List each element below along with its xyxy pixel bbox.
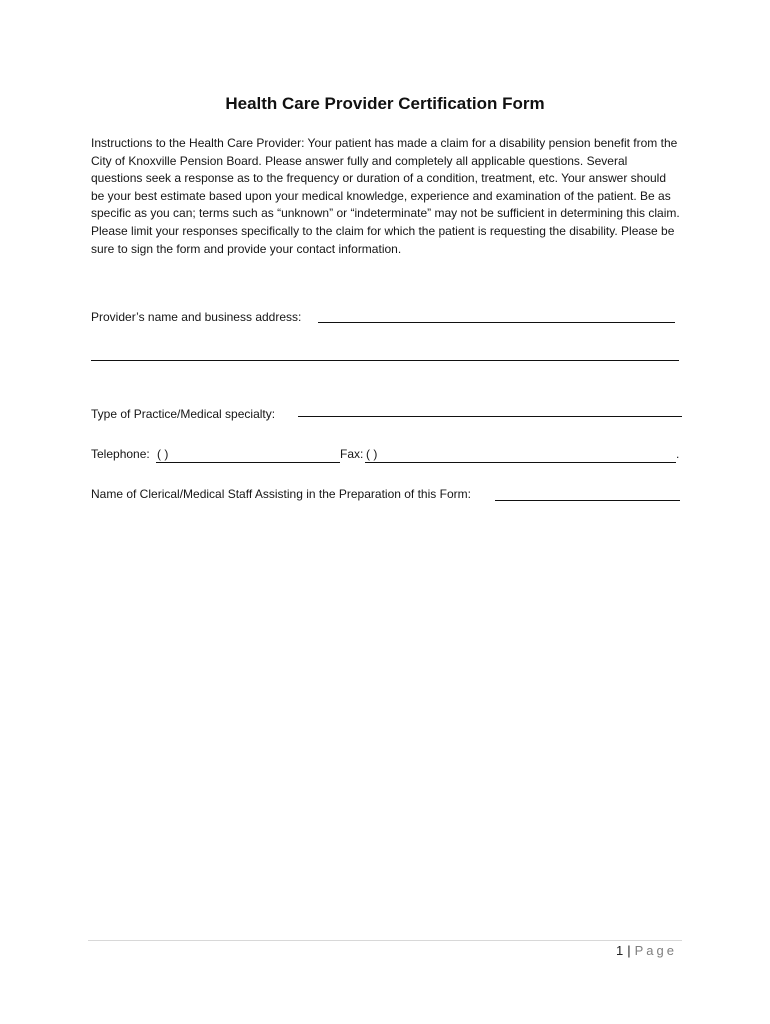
provider-name-label: Provider’s name and business address: [91, 310, 302, 324]
form-title: Health Care Provider Certification Form [225, 94, 545, 113]
page-footer [616, 943, 677, 958]
footer-divider [88, 940, 682, 941]
telephone-label: Telephone: [91, 447, 150, 461]
staff-line[interactable] [495, 500, 680, 501]
page-number: 1 [616, 943, 624, 958]
provider-name-line[interactable] [318, 322, 675, 323]
staff-label: Name of Clerical/Medical Staff Assisting in the Preparation of this Form: [91, 487, 471, 501]
instructions-paragraph: Instructions to the Health Care Provider: Your patient has made a claim for a disability pension benefit from the City of Knoxville Pension Board. Please answer fully and completely all applicable questions. Several questions seek a response as to the frequency or duration of a condition, treatment, etc. Your answer should be your best estimate based upon your medical knowledge, experience and examination of the patient. Be as specific as you can; terms such as “unknown” or “indeterminate” may not be sufficient in determining this claim. Please limit your responses specifically to the claim for which the patient is requesting the disability. Please be sure to sign the form and provide your contact information. [91, 136, 680, 256]
fax-end-period: . [676, 447, 680, 461]
practice-label: Type of Practice/Medical specialty: [91, 407, 276, 421]
fax-label: Fax: [340, 447, 364, 461]
telephone-line[interactable] [156, 462, 340, 463]
provider-address-line[interactable] [91, 360, 679, 361]
fax-line[interactable] [365, 462, 676, 463]
practice-line[interactable] [298, 416, 682, 417]
fax-area-code: ( ) [366, 447, 378, 461]
telephone-area-code: ( ) [157, 447, 169, 461]
page-word: Page [634, 943, 677, 958]
footer-separator: | [627, 943, 631, 958]
